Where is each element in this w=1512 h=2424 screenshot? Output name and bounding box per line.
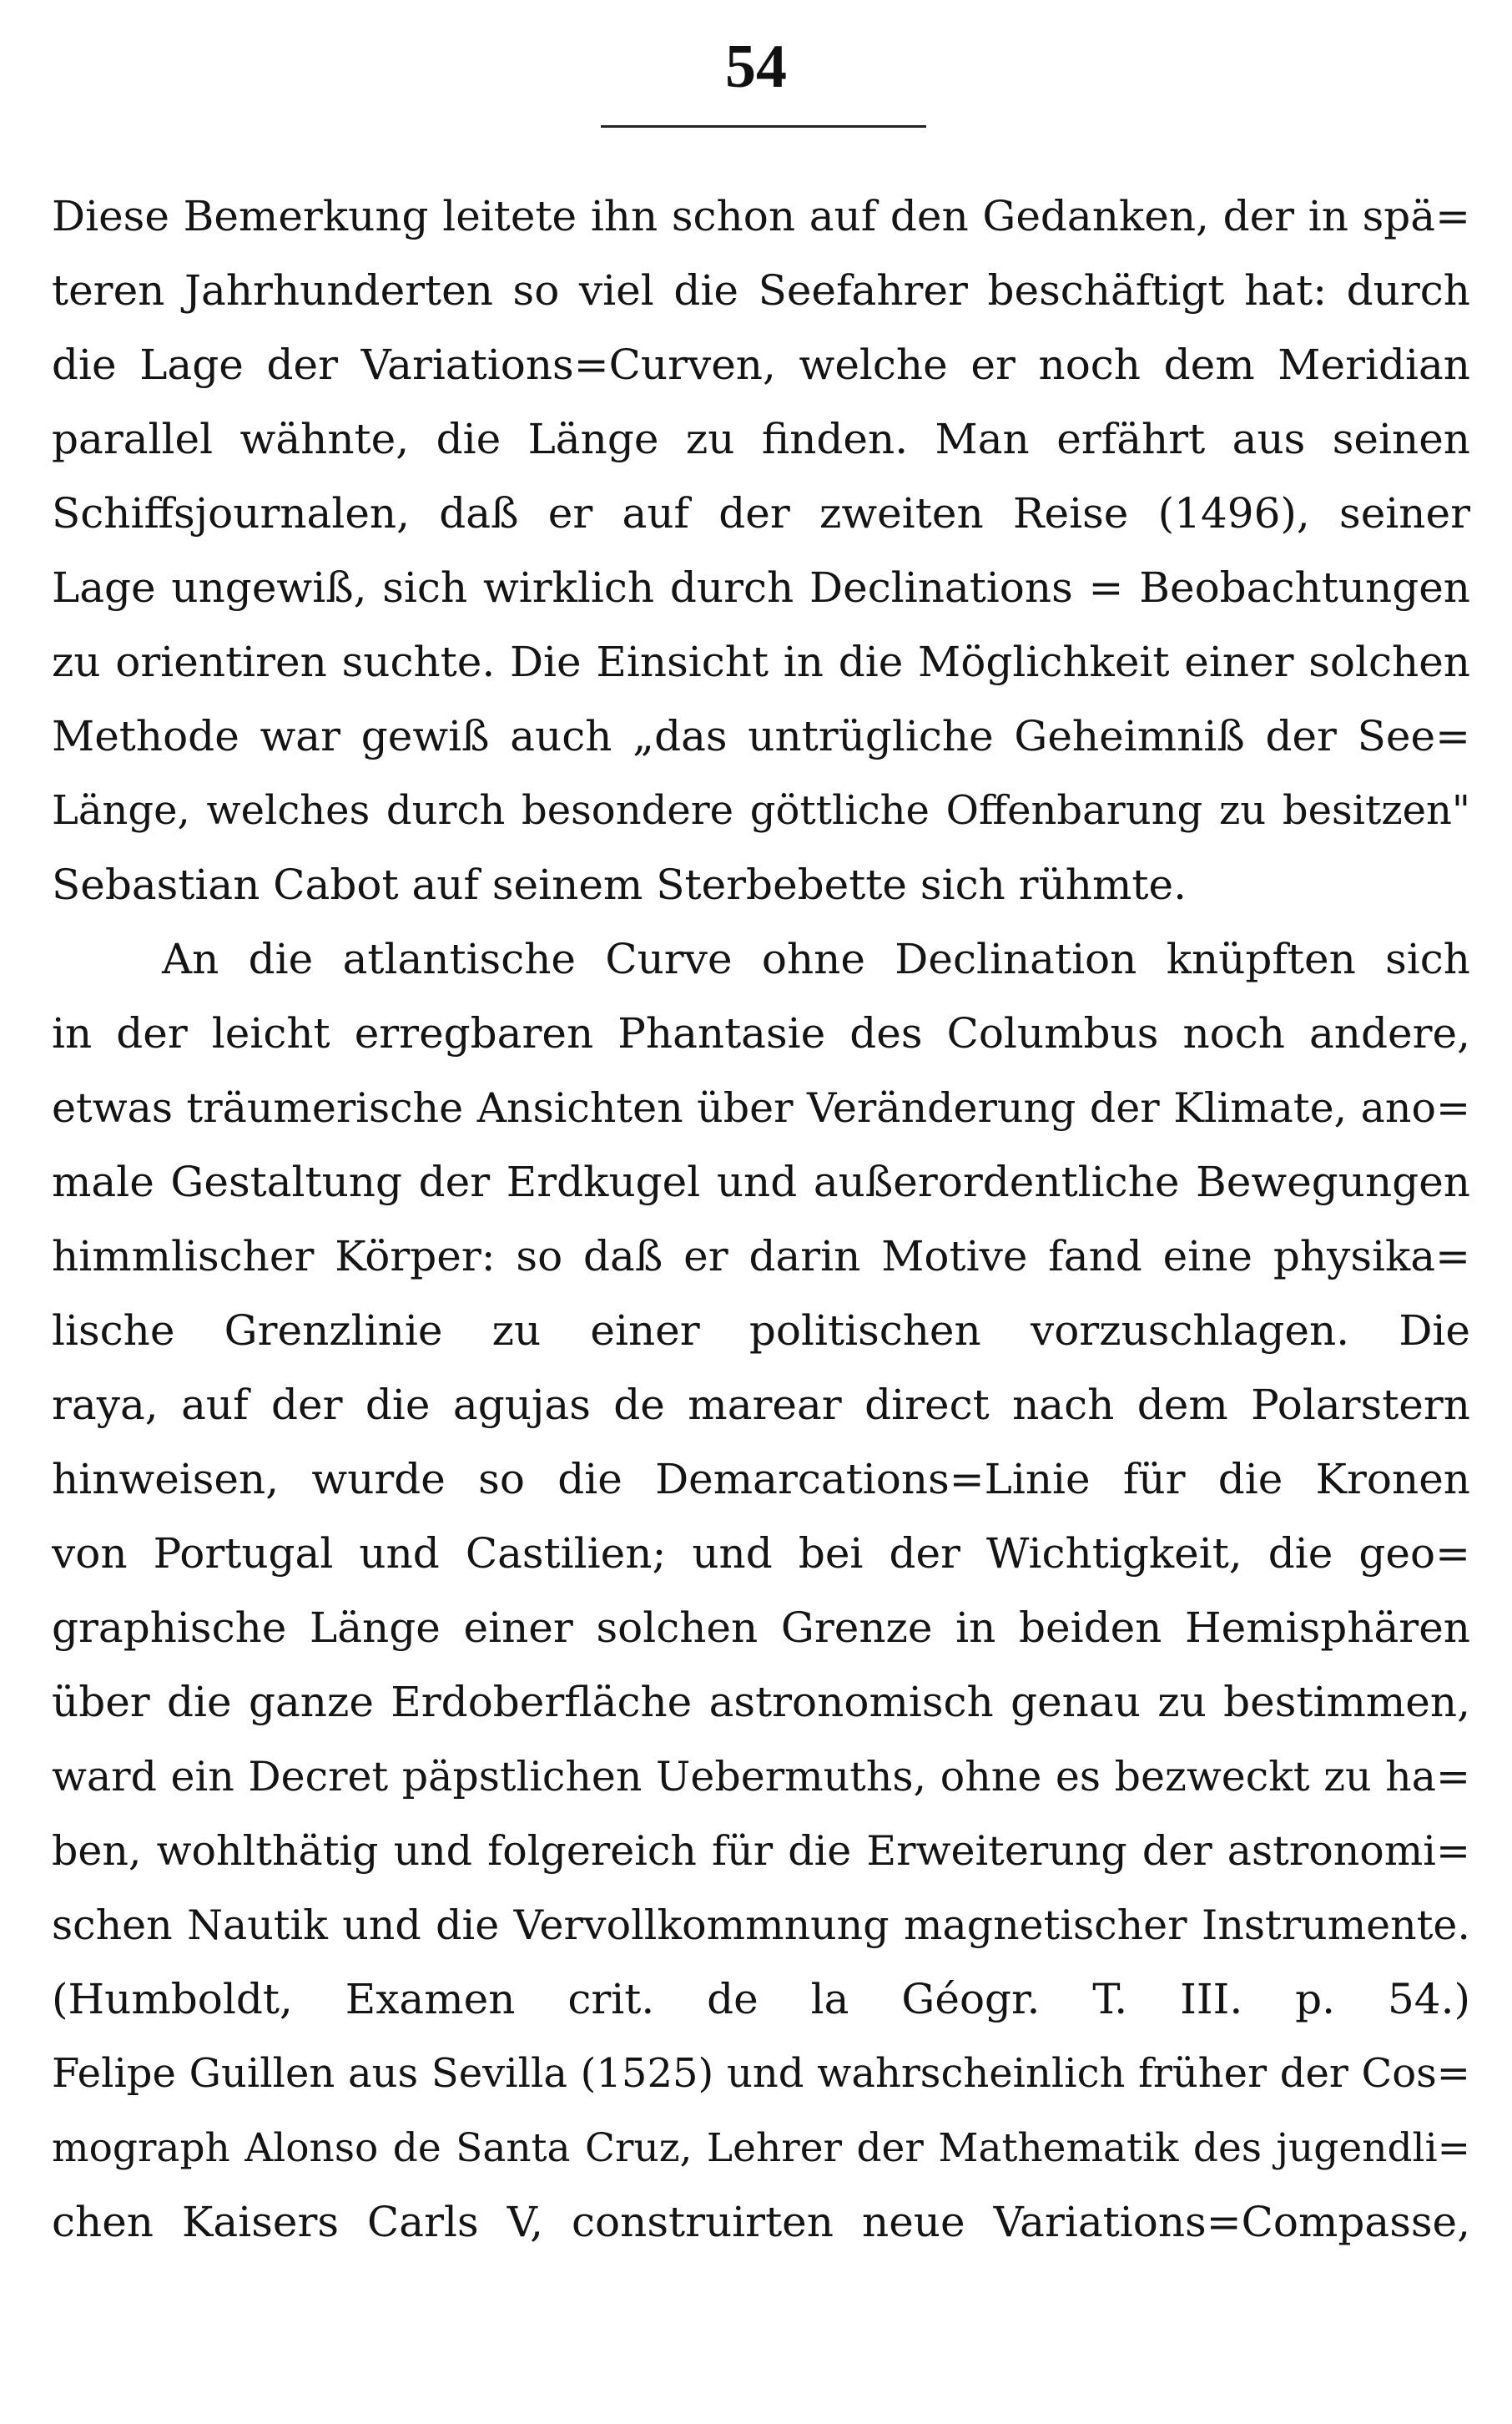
text-line: zu orientiren suchte. Die Einsicht in die Möglichkeit einer solchen: [52, 638, 1470, 686]
citation-line: (Humboldt, Examen crit. de la Géogr. T. III. p. 54.): [52, 1975, 1470, 2023]
text-line: himmlischer Körper: so daß er darin Motive fand eine physika=: [52, 1232, 1470, 1280]
text-line: Sebastian Cabot auf seinem Sterbebette sich rühmte.: [52, 861, 1187, 909]
text-line: Lage ungewiß, sich wirklich durch Declinations = Beobachtungen: [52, 563, 1470, 612]
text-line: mograph Alonso de Santa Cruz, Lehrer der Mathematik des jugendli=: [52, 2125, 1470, 2171]
text-line: die Lage der Variations=Curven, welche er noch dem Meridian: [52, 341, 1470, 389]
text-line: von Portugal und Castilien; und bei der Wichtigkeit, die geo=: [52, 1529, 1470, 1578]
text-line: hinweisen, wurde so die Demarcations=Linie für die Kronen: [52, 1455, 1470, 1503]
text-line: Felipe Guillen aus Sevilla (1525) und wahrscheinlich früher der Cos=: [52, 2050, 1470, 2097]
text-line: male Gestaltung der Erdkugel und außerordentliche Bewegungen: [52, 1158, 1470, 1206]
page-number: 54: [725, 33, 787, 101]
header-rule: [601, 125, 926, 128]
text-line: lische Grenzlinie zu einer politischen vorzuschlagen. Die: [52, 1306, 1470, 1355]
body-text: [52, 179, 1470, 2260]
text-line: in der leicht erregbaren Phantasie des Columbus noch andere,: [52, 1009, 1470, 1058]
text-line: schen Nautik und die Vervollkommnung magnetischer Instrumente.: [52, 1901, 1470, 1949]
text-line: parallel wähnte, die Länge zu finden. Man erfährt aus seinen: [52, 415, 1470, 463]
text-line: ben, wohlthätig und folgereich für die Erweiterung der astronomi=: [52, 1827, 1470, 1875]
text-line: Methode war gewiß auch „das untrügliche Geheimniß der See=: [52, 712, 1470, 760]
text-line: teren Jahrhunderten so viel die Seefahrer beschäftigt hat: durch: [52, 266, 1470, 315]
text-line: raya, auf der die agujas de marear direct nach dem Polarstern: [52, 1381, 1470, 1429]
text-line: Diese Bemerkung leitete ihn schon auf den Gedanken, der in spä=: [52, 192, 1470, 240]
text-line: Schiffsjournalen, daß er auf der zweiten Reise (1496), seiner: [52, 489, 1470, 538]
paragraph-start-line: An die atlantische Curve ohne Declination knüpften sich: [162, 935, 1470, 983]
text-line: ward ein Decret päpstlichen Uebermuths, ohne es bezweckt zu ha=: [52, 1753, 1470, 1800]
text-line: chen Kaisers Carls V, construirten neue Variations=Compasse,: [52, 2198, 1470, 2246]
text-line: Länge, welches durch besondere göttliche Offenbarung zu besitzen": [52, 787, 1470, 834]
text-line: graphische Länge einer solchen Grenze in beiden Hemisphären: [52, 1603, 1470, 1652]
text-line: etwas träumerische Ansichten über Veränderung der Klimate, ano=: [52, 1084, 1470, 1132]
text-line: über die ganze Erdoberfläche astronomisch genau zu bestimmen,: [52, 1678, 1470, 1726]
